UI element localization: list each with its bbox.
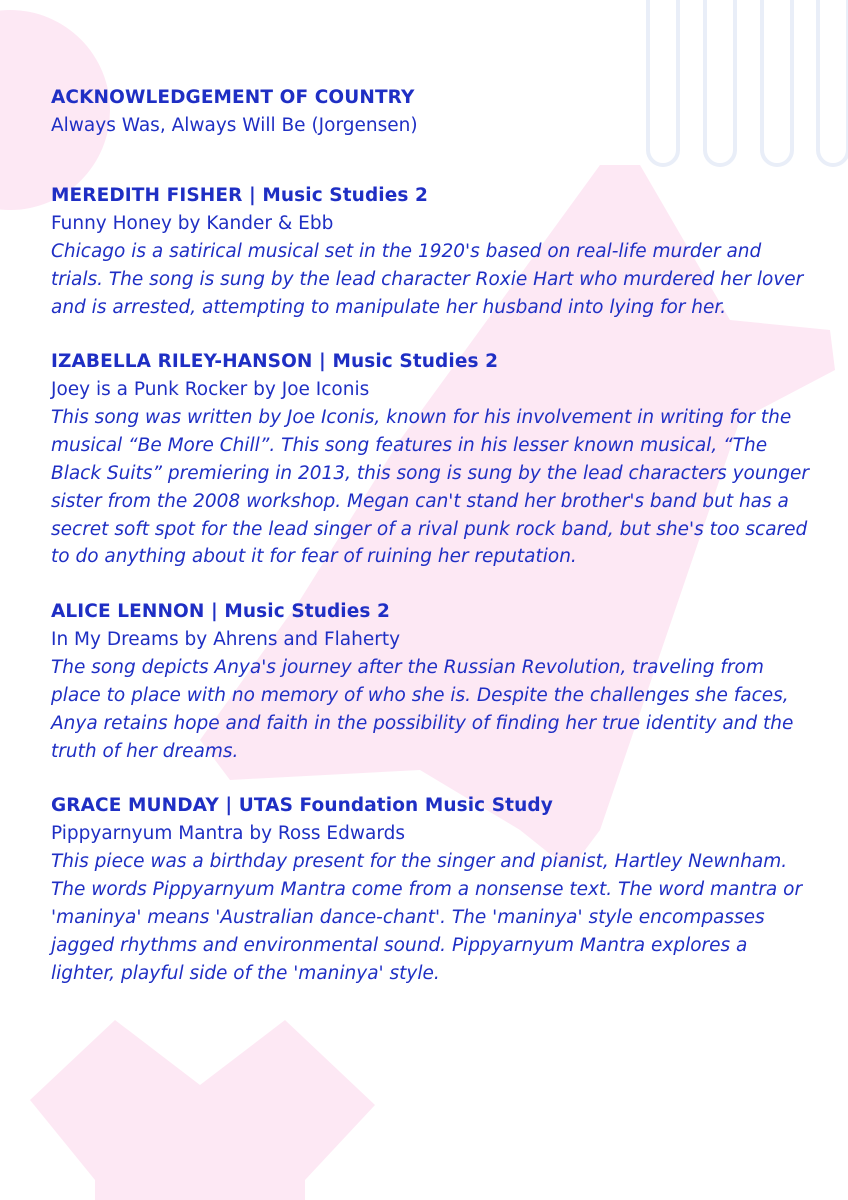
program-section <box>51 348 811 571</box>
performer-heading: ALICE LENNON | Music Studies 2 <box>51 601 391 623</box>
performer-heading: IZABELLA RILEY-HANSON | Music Studies 2 <box>51 351 499 373</box>
performer-heading: MEREDITH FISHER | Music Studies 2 <box>51 185 428 206</box>
section-heading: ACKNOWLEDGEMENT OF COUNTRY <box>51 87 415 108</box>
piece-title: Joey is a Punk Rocker by Joe Iconis <box>51 379 370 401</box>
program-section <box>51 598 811 765</box>
piece-description: This song was written by Joe Iconis, known for his involvement in writing for the musical “Be More Chill”. This song features in his lesser known musical, “The Black Suits” premiering in 2013, this song is sung by the lead characters younger sister from the 2008 workshop. Megan can't stand her brother's band but has a secret soft spot for the lead singer of a rival punk rock band, but she's too scared to do anything about it for fear of ruining her reputation. <box>51 407 810 568</box>
program-section <box>51 182 811 321</box>
program-notes <box>51 84 811 1014</box>
piece-title: Funny Honey by Kander & Ebb <box>51 213 334 234</box>
piece-description: The song depicts Anya's journey after the Russian Revolution, traveling from place to place with no memory of who she is. Despite the challenges she faces, Anya retains hope and faith in the possibility of finding her true identity and the truth of her dreams. <box>51 657 794 762</box>
piece-title: Always Was, Always Will Be (Jorgensen) <box>51 115 418 136</box>
piece-description: Chicago is a satirical musical set in the 1920's based on real-life murder and trials. The song is sung by the lead character Roxie Hart who murdered her lover and is arrested, attempting to manipulate her husband into lying for her. <box>51 241 804 318</box>
decor-x-shape <box>30 1020 375 1200</box>
program-section <box>51 84 811 140</box>
piece-title: In My Dreams by Ahrens and Flaherty <box>51 629 401 651</box>
piece-description: This piece was a birthday present for the singer and pianist, Hartley Newnham. The words Pippyarnyum Mantra come from a nonsense text. The word mantra or 'maninya' means 'Australian dance-chant'. The 'maninya' style encompasses jagged rhythms and environmental sound. Pippyarnyum Mantra explores a lighter, playful side of the 'maninya' style. <box>51 851 803 984</box>
piece-title: Pippyarnyum Mantra by Ross Edwards <box>51 823 405 845</box>
program-section <box>51 792 811 987</box>
performer-heading: GRACE MUNDAY | UTAS Foundation Music Study <box>51 795 553 817</box>
